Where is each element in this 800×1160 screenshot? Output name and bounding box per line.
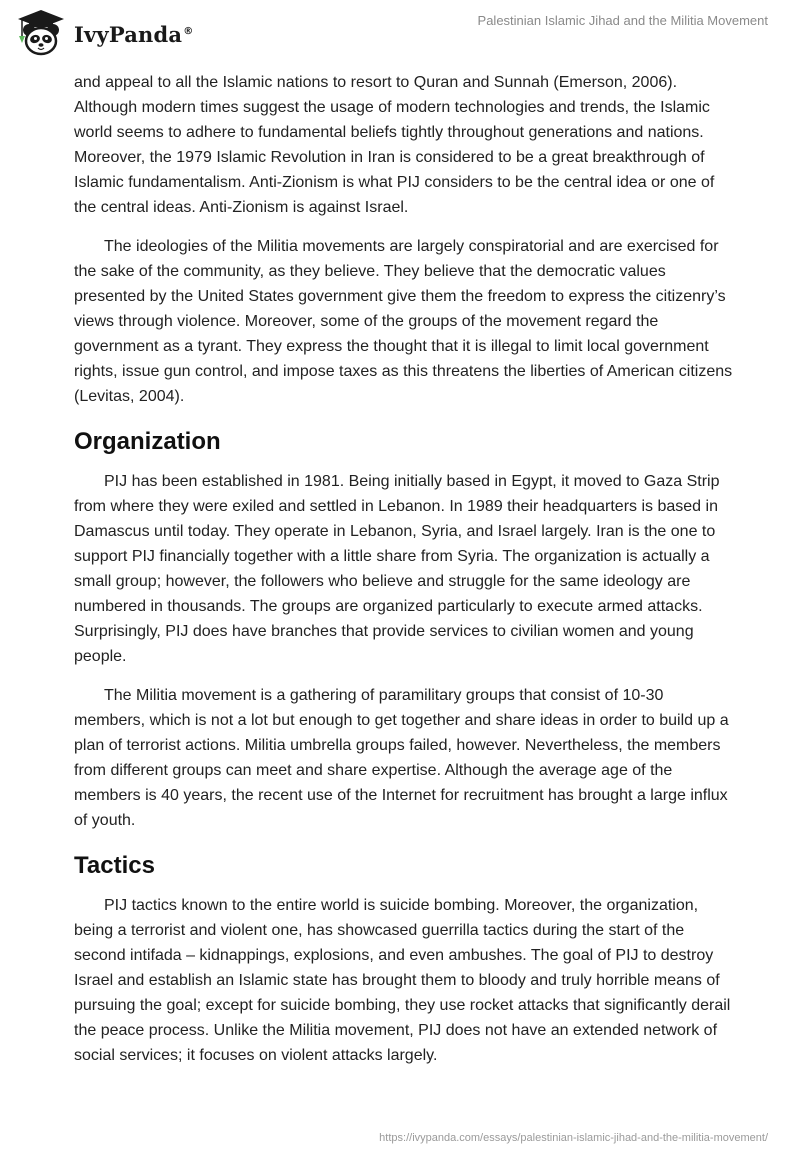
paragraph: and appeal to all the Islamic nations to resort to Quran and Sunnah (Emerson, 2006). Although modern times suggest the usage of modern technologies and trends, the Islamic world seems to adhere to fundamental beliefs tightly throughout generations and nations. Moreover, the 1979 Islamic Revolution in Iran is considered to be a great breakthrough of Islamic fundamentalism. Anti-Zionism is what PIJ considers to be the central idea or one of the central ideas. Anti-Zionism is against Israel. [74,74,715,216]
source-url[interactable]: https://ivypanda.com/essays/palestinian-islamic-jihad-and-the-militia-movement/ [379,1132,768,1144]
essay-body [74,70,734,1082]
section-heading-organization: Organization [74,428,221,455]
page-header [0,0,800,70]
ivypanda-logo[interactable] [14,8,193,58]
section-heading-tactics: Tactics [74,852,155,879]
paragraph: The ideologies of the Militia movements are largely conspiratorial and are exercised for the sake of the community, as they believe. They believe that the democratic values presented by the United States government give them the freedom to express the citizenry’s views through violence. Moreover, some of the groups of the movement regard the government as a tyrant. They express the thought that it is illegal to limit local government rights, issue gun control, and impose taxes as this threatens the liberties of American citizens (Levitas, 2004). [74,238,733,405]
panda-graduate-icon [14,8,68,58]
paragraph: PIJ tactics known to the entire world is suicide bombing. Moreover, the organization, being a terrorist and violent one, has showcased guerrilla tactics during the start of the second intifada – kidnappings, explosions, and even ambushes. The goal of PIJ to destroy Israel and establish an Islamic state has brought them to bloody and truly horrible means of pursuing the goal; except for suicide bombing, they use rocket attacks that significantly derail the peace process. Unlike the Militia movement, PIJ does not have an extended network of social services; it focuses on violent attacks largely. [74,897,731,1064]
paragraph: The Militia movement is a gathering of paramilitary groups that consist of 10-30 members, which is not a lot but enough to get together and share ideas in order to build up a plan of terrorist actions. Militia umbrella groups failed, however. Nevertheless, the members from different groups can meet and share expertise. Although the average age of the members is 40 years, the recent use of the Internet for recruitment has brought a large influx of youth. [74,687,729,829]
paragraph: PIJ has been established in 1981. Being initially based in Egypt, it moved to Gaza Strip from where they were exiled and settled in Lebanon. In 1989 their headquarters is based in Damascus until today. They operate in Lebanon, Syria, and Israel largely. Iran is the one to support PIJ financially together with a little share from Syria. The organization is actually a small group; however, the followers who believe and struggle for the same ideology are numbered in thousands. The groups are organized particularly to execute armed attacks. Surprisingly, PIJ does have branches that provide services to civilian women and young people. [74,473,720,665]
running-title: Palestinian Islamic Jihad and the Militia Movement [477,13,768,28]
logo-wordmark: IvyPanda® [74,21,194,47]
registered-mark: ® [183,25,194,37]
